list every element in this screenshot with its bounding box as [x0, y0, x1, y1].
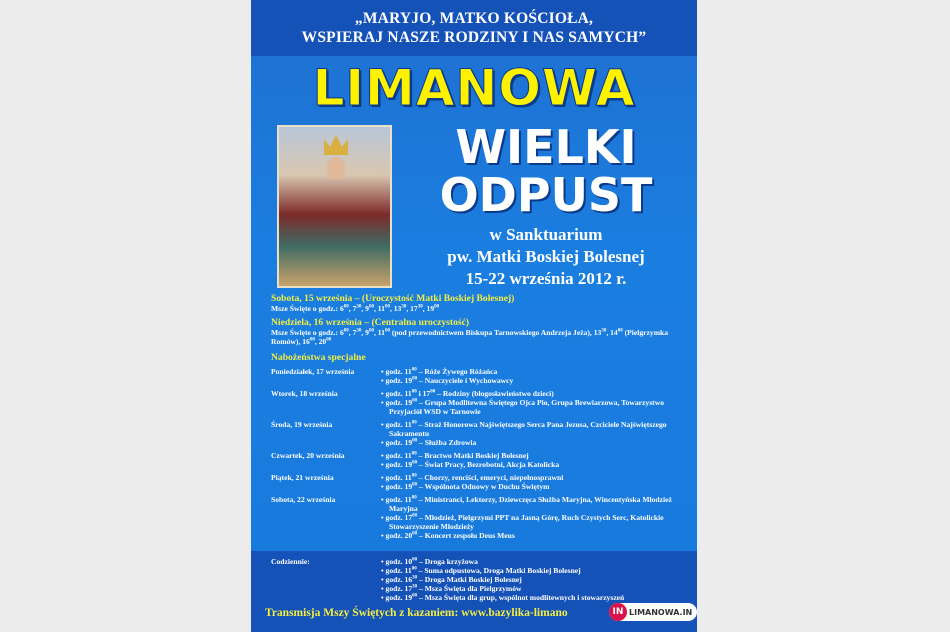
sunday-masses: Msze Święte o godz.: $6^{00}$, $7^{30}$, $9^{00}$, $11^{00}$ (pod przewodnictwem Biskupa Tarnowskiego Andrzeja Jeża), $13^{30}$, $14^{00}$ (Pielgrzymka Romów), $16^{00}$, $20^{00}$	[271, 328, 669, 346]
event-item: • godz. $20^{00}$ – Koncert zespołu Deus Meus	[381, 531, 515, 540]
event-item: • godz. $19^{00}$ – Grupa Modlitewna Świętego Ojca Pio, Grupa Brewiarzowa, Towarzystwo Przyjaciół WSD w Tarnowie	[381, 398, 664, 416]
motto-banner	[251, 0, 697, 56]
day-label: Czwartek, 20 września	[271, 451, 345, 460]
event-item: • godz. $16^{30}$ – Droga Matki Boskiej Bolesnej	[381, 575, 522, 584]
special-list	[271, 367, 691, 540]
schedule-row	[271, 557, 691, 602]
event-list	[381, 420, 691, 447]
schedule-row	[271, 451, 691, 469]
day-label: Poniedziałek, 17 września	[271, 367, 355, 376]
event-list	[381, 389, 691, 416]
motto-line-2: WSPIERAJ NASZE RODZINY I NAS SAMYCH”	[301, 29, 647, 46]
logo-mark: IN	[609, 603, 627, 621]
event-item: • godz. $17^{00}$ – Młodzież, Pielgrzymi PPT na Jasną Górę, Ruch Czystych Serc, Katolickie Stowarzyszenie Młodzieży	[381, 513, 664, 531]
schedule-row	[271, 495, 691, 540]
event-item: • godz. $11^{00}$ – Straż Honorowa Najświętszego Serca Pana Jezusa, Czciciele Najświętszego Sakramentu	[381, 420, 667, 438]
schedule-row	[271, 473, 691, 491]
event-item: • godz. $10^{00}$ – Droga krzyżowa	[381, 557, 478, 566]
poster	[251, 0, 697, 632]
schedule	[271, 293, 691, 540]
event-item: • godz. $19^{00}$ – Wspólnota Odnowy w Duchu Świętym	[381, 482, 550, 491]
face-shape	[327, 157, 345, 179]
crown-shape	[324, 135, 348, 155]
event-list	[381, 495, 691, 540]
event-list	[381, 557, 691, 602]
madonna-image	[277, 125, 392, 288]
event-list	[381, 367, 691, 385]
subtitle-dates: 15-22 września 2012 r.	[465, 269, 627, 288]
limanowa-in-logo	[609, 603, 697, 621]
schedule-row	[271, 420, 691, 447]
event-item: • godz. $11^{00}$ – Suma odpustowa, Droga Matki Boskiej Bolesnej	[381, 566, 581, 575]
city-title: LIMANOWA	[312, 59, 636, 117]
logo-text: LIMANOWA.IN	[629, 607, 693, 617]
schedule-row	[271, 367, 691, 385]
subtitle-sanctuary: w Sanktuarium	[489, 225, 603, 244]
event-list	[381, 451, 691, 469]
daily-schedule	[271, 553, 691, 602]
day-label: Środa, 19 września	[271, 420, 333, 429]
title-odpust: ODPUST	[439, 168, 653, 222]
event-item: • godz. $19^{00}$ – Służba Zdrowia	[381, 438, 477, 447]
day-label: Sobota, 22 września	[271, 495, 336, 504]
saturday-heading: Sobota, 15 września – (Uroczystość Matki Boskiej Bolesnej)	[271, 293, 515, 304]
sunday-heading: Niedziela, 16 września – (Centralna uroczystość)	[271, 317, 470, 328]
event-item: • godz. $19^{00}$ – Msza Święta dla grup, wspólnot modlitewnych i stowarzyszeń	[381, 593, 625, 602]
saturday-masses: Msze Święte o godz.: $6^{00}$, $7^{30}$, $9^{00}$, $11^{00}$, $13^{30}$, $17^{30}$, $19^{00}$	[271, 304, 440, 313]
schedule-row	[271, 389, 691, 416]
title-wielki: WIELKI	[455, 120, 637, 174]
transmission-text: Transmisja Mszy Świętych z kazaniem: www.bazylika-limano	[265, 607, 568, 619]
day-label: Wtorek, 18 września	[271, 389, 338, 398]
event-item: • godz. $11^{00}$ – Ministranci, Lektorzy, Dziewczęca Służba Maryjna, Wincentyńska Młodzież Maryjna	[381, 495, 672, 513]
event-list	[381, 473, 691, 491]
event-item: • godz. $19^{00}$ – Świat Pracy, Bezrobotni, Akcja Katolicka	[381, 460, 560, 469]
event-item: • godz. $11^{00}$ i $17^{00}$ – Rodziny (błogosławieństwo dzieci)	[381, 389, 554, 398]
subtitle-church: pw. Matki Boskiej Bolesnej	[447, 247, 645, 266]
event-item: • godz. $19^{00}$ – Nauczyciele i Wychowawcy	[381, 376, 514, 385]
day-label: Piątek, 21 września	[271, 473, 334, 482]
event-item: • godz. $11^{00}$ – Bractwo Matki Boskiej Bolesnej	[381, 451, 529, 460]
motto-line-1: „MARYJO, MATKO KOŚCIOŁA,	[354, 10, 594, 27]
event-item: • godz. $11^{00}$ – Chorzy, renciści, emeryci, niepełnosprawni	[381, 473, 564, 482]
special-heading: Nabożeństwa specjalne	[271, 352, 366, 363]
day-label: Codziennie:	[271, 557, 310, 566]
event-item: • godz. $11^{00}$ – Róże Żywego Różańca	[381, 367, 498, 376]
event-item: • godz. $17^{30}$ – Msza Święta dla Pielgrzymów	[381, 584, 522, 593]
